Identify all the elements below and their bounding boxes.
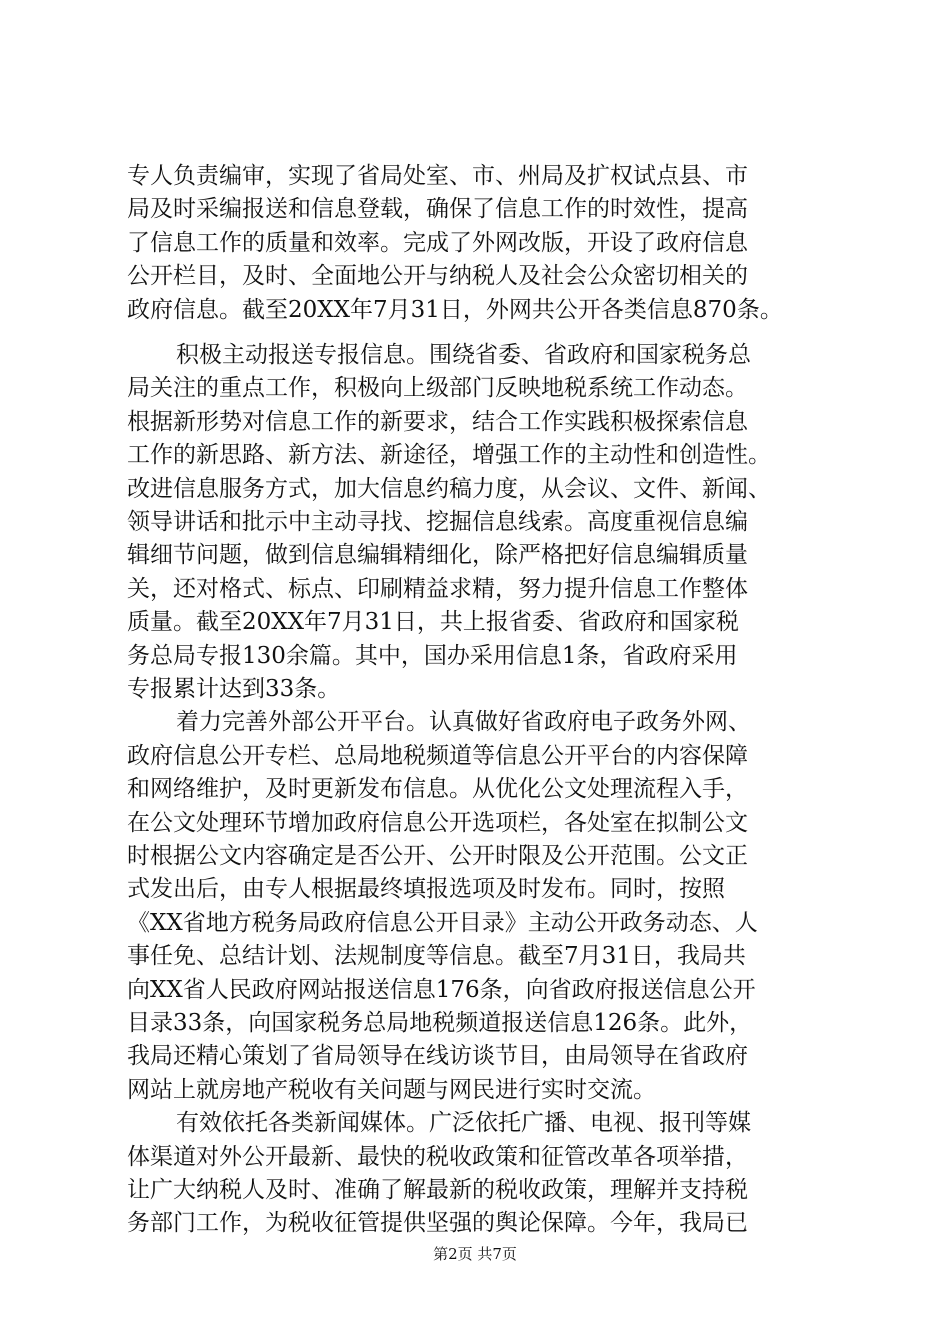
body-text-line: 根据新形势对信息工作的新要求，结合工作实践积极探索信息 — [127, 408, 748, 435]
body-text-line: 改进信息服务方式，加大信息约稿力度，从会议、文件、新闻、 — [127, 475, 771, 502]
body-text-line: 和网络维护，及时更新发布信息。从优化公文处理流程入手， — [127, 776, 748, 803]
body-text-line: 目录33条，向国家税务总局地税频道报送信息126条。此外， — [127, 1010, 753, 1036]
body-text-line: 工作的新思路、新方法、新途径，增强工作的主动性和创造性。 — [127, 442, 771, 469]
body-text-line: 关，还对格式、标点、印刷精益求精，努力提升信息工作整体 — [127, 575, 748, 602]
page-number-footer: 第2页 共7页 — [433, 1245, 517, 1263]
body-text-line: 专报累计达到33条。 — [127, 676, 341, 702]
body-text-line: 务总局专报130余篇。其中，国办采用信息1条，省政府采用 — [127, 642, 738, 669]
body-text-line: 《XX省地方税务局政府信息公开目录》主动公开政务动态、人 — [127, 909, 758, 936]
body-text-line: 时根据公文内容确定是否公开、公开时限及公开范围。公文正 — [127, 843, 748, 869]
body-text-line: 专人负责编审，实现了省局处室、市、州局及扩权试点县、市 — [127, 163, 748, 189]
body-text-line: 政府信息公开专栏、总局地税频道等信息公开平台的内容保障 — [127, 742, 748, 769]
body-text-line: 局及时采编报送和信息登载，确保了信息工作的时效性，提高 — [127, 196, 748, 223]
body-text-line: 体渠道对外公开最新、最快的税收政策和征管改革各项举措， — [127, 1143, 748, 1170]
paragraph-start-line: 积极主动报送专报信息。围绕省委、省政府和国家税务总 — [176, 342, 751, 368]
paragraph-start-line: 着力完善外部公开平台。认真做好省政府电子政务外网、 — [176, 709, 751, 736]
body-text-line: 政府信息。截至20XX年7月31日，外网共公开各类信息870条。 — [127, 296, 783, 323]
body-text-line: 质量。截至20XX年7月31日，共上报省委、省政府和国家税 — [127, 609, 739, 636]
body-text-line: 式发出后，由专人根据最终填报选项及时发布。同时，按照 — [127, 876, 725, 903]
body-text-line: 公开栏目，及时、全面地公开与纳税人及社会公众密切相关的 — [127, 263, 748, 290]
body-text-line: 务部门工作，为税收征管提供坚强的舆论保障。今年，我局已 — [127, 1210, 748, 1237]
body-text-line: 事任免、总结计划、法规制度等信息。截至7月31日，我局共 — [127, 943, 746, 970]
body-text-line: 我局还精心策划了省局领导在线访谈节目，由局领导在省政府 — [127, 1043, 748, 1070]
body-text-line: 领导讲话和批示中主动寻找、挖掘信息线索。高度重视信息编 — [127, 509, 748, 535]
body-text-line: 局关注的重点工作，积极向上级部门反映地税系统工作动态。 — [127, 375, 748, 402]
paragraph-start-line: 有效依托各类新闻媒体。广泛依托广播、电视、报刊等媒 — [176, 1110, 751, 1137]
body-text-line: 在公文处理环节增加政府信息公开选项栏，各处室在拟制公文 — [127, 809, 748, 836]
body-text-line: 让广大纳税人及时、准确了解最新的税收政策，理解并支持税 — [127, 1177, 748, 1203]
body-text-line: 了信息工作的质量和效率。完成了外网改版，开设了政府信息 — [127, 229, 748, 256]
body-text-line: 辑细节问题，做到信息编辑精细化，除严格把好信息编辑质量 — [127, 542, 748, 569]
body-text-line: 向XX省人民政府网站报送信息176条，向省政府报送信息公开 — [127, 976, 756, 1003]
body-text-line: 网站上就房地产税收有关问题与网民进行实时交流。 — [127, 1076, 656, 1103]
